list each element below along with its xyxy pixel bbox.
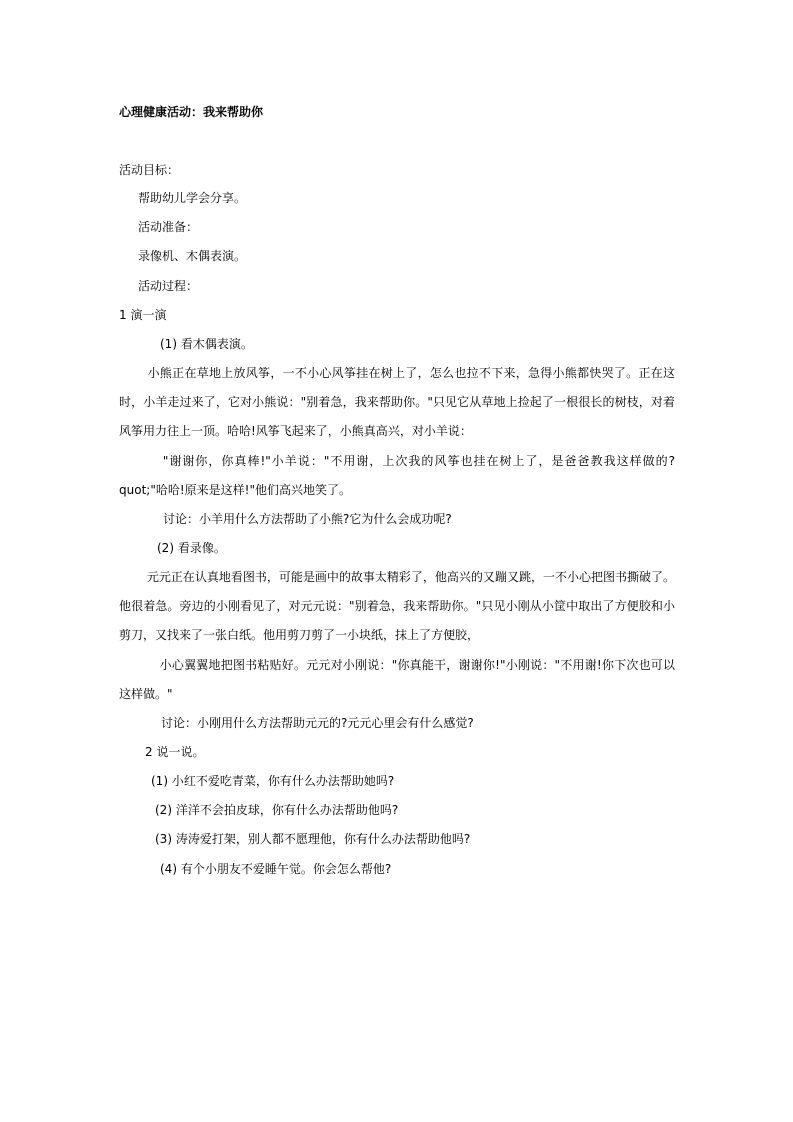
prep-text: 录像机、木偶表演。 (138, 249, 247, 263)
story-2-paragraph-2: 小心翼翼地把图书粘贴好。元元对小刚说："你真能干，谢谢你!"小刚说："不用谢!你下次也可以这样做。" (119, 658, 675, 701)
step-1: (1) 看木偶表演。 (160, 337, 253, 351)
question-3: (3) 涛涛爱打架，别人都不愿理他，你有什么办法帮助他吗? (155, 832, 471, 846)
goal-text: 帮助幼儿学会分享。 (138, 191, 247, 205)
process-heading: 活动过程： (138, 279, 199, 293)
page-title: 心理健康活动：我来帮助你 (119, 105, 264, 119)
question-1: (1) 小红不爱吃青菜，你有什么办法帮助她吗? (151, 774, 395, 788)
goal-heading: 活动目标： (119, 163, 180, 177)
discussion-1: 讨论：小羊用什么方法帮助了小熊?它为什么会成功呢? (163, 512, 452, 526)
question-4: (4) 有个小朋友不爱睡午觉。你会怎么帮他? (160, 862, 392, 876)
story-1-paragraph-2: "谢谢你，你真棒!"小羊说："不用谢，上次我的风筝也挂在树上了，是爸爸教我这样做的?quot;"哈哈!原来是这样!"他们高兴地笑了。 (119, 454, 675, 497)
story-2-paragraph-1: 元元正在认真地看图书，可能是画中的故事太精彩了，他高兴的又蹦又跳，一不小心把图书撕破了。他很着急。旁边的小刚看见了，对元元说："别着急，我来帮助你。"只见小刚从小筐中取出了方便胶和小剪刀，又找来了一张白纸。他用剪刀剪了一小块纸，抹上了方便胶， (119, 570, 675, 642)
prep-heading: 活动准备： (138, 220, 199, 234)
section-2-heading: 2 说一说。 (145, 745, 205, 759)
section-1-heading: 1 演一演 (119, 308, 167, 322)
discussion-2: 讨论：小刚用什么方法帮助元元的?元元心里会有什么感觉? (161, 716, 474, 730)
step-2: (2) 看录像。 (157, 541, 226, 555)
question-2: (2) 洋洋不会拍皮球，你有什么办法帮助他吗? (155, 803, 399, 817)
story-1-paragraph-1: 小熊正在草地上放风筝，一不小心风筝挂在树上了，怎么也拉不下来，急得小熊都快哭了。正在这时，小羊走过来了，它对小熊说："别着急，我来帮助你。"只见它从草地上捡起了一根很长的树枝，对着风筝用力往上一顶。哈哈!风筝飞起来了，小熊真高兴，对小羊说： (119, 366, 675, 438)
